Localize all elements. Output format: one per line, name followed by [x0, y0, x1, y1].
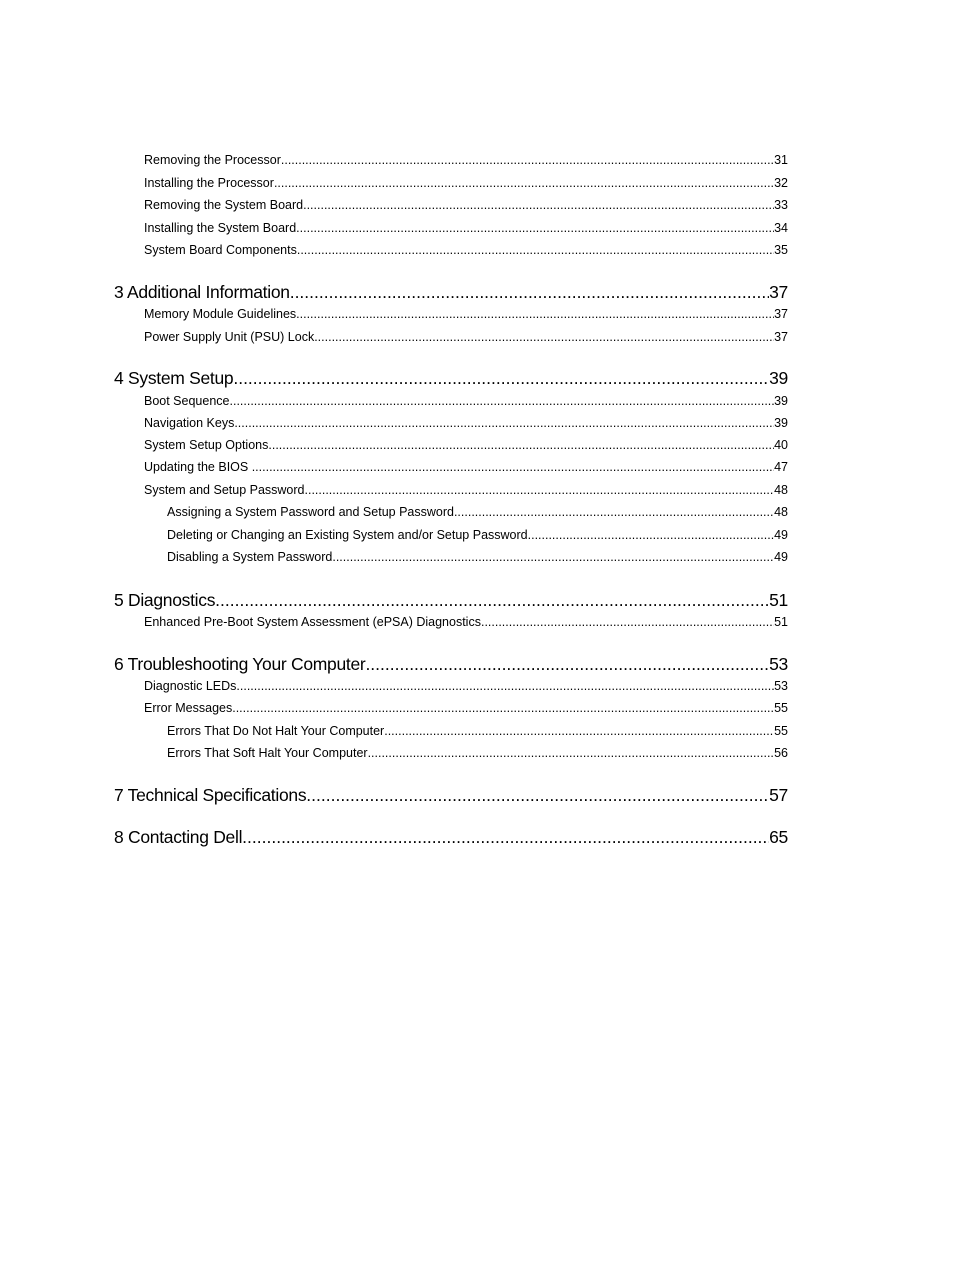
toc-dot-leader	[368, 744, 775, 762]
toc-entry-error-messages[interactable]	[144, 699, 788, 717]
toc-entry-title: System Board Components	[144, 243, 297, 257]
toc-entry-page: 39	[774, 394, 788, 408]
toc-dot-leader	[365, 652, 769, 676]
toc-entry-deleting-changing-password[interactable]	[167, 526, 788, 544]
toc-entry-system-board-components[interactable]	[144, 241, 788, 259]
toc-dot-leader	[268, 436, 774, 454]
toc-entry-page: 34	[774, 221, 788, 235]
toc-chapter-contacting-dell[interactable]	[114, 825, 788, 849]
toc-dot-leader	[528, 526, 774, 544]
toc-entry-title: Diagnostic LEDs	[144, 679, 237, 693]
toc-entry-updating-bios[interactable]	[144, 458, 788, 476]
toc-entry-title: Navigation Keys	[144, 416, 235, 430]
toc-dot-leader	[236, 677, 774, 695]
toc-chapter-title: 3 Additional Information	[114, 282, 290, 302]
toc-chapter-page: 37	[769, 282, 788, 302]
toc-entry-errors-soft-halt[interactable]	[167, 744, 788, 762]
toc-entry-assigning-password[interactable]	[167, 503, 788, 521]
toc-entry-title: Errors That Do Not Halt Your Computer	[167, 724, 385, 738]
toc-entry-title: Deleting or Changing an Existing System and/or Setup Password	[167, 528, 528, 542]
toc-dot-leader	[242, 825, 769, 849]
toc-dot-leader	[233, 366, 769, 390]
toc-chapter-page: 57	[769, 785, 788, 805]
toc-dot-leader	[303, 196, 774, 214]
toc-entry-title: Installing the Processor	[144, 176, 274, 190]
toc-dot-leader	[230, 392, 775, 410]
toc-entry-title: Error Messages	[144, 701, 233, 715]
toc-chapter-page: 51	[769, 590, 788, 610]
toc-entry-removing-system-board[interactable]	[144, 196, 788, 214]
toc-dot-leader	[384, 722, 774, 740]
toc-dot-leader	[234, 414, 774, 432]
toc-dot-leader	[215, 588, 769, 612]
toc-entry-page: 33	[774, 198, 788, 212]
toc-entry-title: Boot Sequence	[144, 394, 230, 408]
toc-chapter-title: 8 Contacting Dell	[114, 827, 243, 847]
toc-entry-errors-no-halt[interactable]	[167, 722, 788, 740]
toc-entry-page: 49	[774, 528, 788, 542]
toc-dot-leader	[332, 548, 774, 566]
toc-chapter-diagnostics[interactable]	[114, 588, 788, 612]
toc-entry-disabling-password[interactable]	[167, 548, 788, 566]
toc-entry-title: Removing the Processor	[144, 153, 281, 167]
toc-chapter-title: 7 Technical Specifications	[114, 785, 307, 805]
toc-entry-system-setup-password[interactable]	[144, 481, 788, 499]
toc-dot-leader	[232, 699, 774, 717]
toc-entry-page: 32	[774, 176, 788, 190]
toc-dot-leader	[281, 151, 774, 169]
toc-chapter-page: 65	[769, 827, 788, 847]
toc-entry-page: 47	[774, 460, 788, 474]
toc-dot-leader	[305, 481, 775, 499]
toc-dot-leader	[252, 458, 774, 476]
toc-entry-title: System Setup Options	[144, 438, 269, 452]
toc-entry-system-setup-options[interactable]	[144, 436, 788, 454]
toc-entry-page: 53	[774, 679, 788, 693]
toc-entry-page: 37	[774, 307, 788, 321]
toc-entry-title: Enhanced Pre-Boot System Assessment (ePSA) Diagnostics	[144, 615, 481, 629]
toc-chapter-title: 5 Diagnostics	[114, 590, 216, 610]
toc-entry-title: Installing the System Board	[144, 221, 297, 235]
toc-dot-leader	[454, 503, 774, 521]
toc-entry-title: Power Supply Unit (PSU) Lock	[144, 330, 315, 344]
toc-dot-leader	[290, 280, 769, 304]
toc-entry-page: 31	[774, 153, 788, 167]
toc-dot-leader	[296, 305, 774, 323]
toc-chapter-page: 39	[769, 368, 788, 388]
toc-entry-installing-system-board[interactable]	[144, 219, 788, 237]
toc-entry-title: Assigning a System Password and Setup Password	[167, 505, 454, 519]
toc-chapter-additional-information[interactable]	[114, 280, 788, 304]
toc-entry-diagnostic-leds[interactable]	[144, 677, 788, 695]
toc-entry-title: Removing the System Board	[144, 198, 304, 212]
toc-chapter-page: 53	[769, 654, 788, 674]
toc-dot-leader	[274, 174, 774, 192]
toc-entry-title: Disabling a System Password	[167, 550, 333, 564]
toc-entry-installing-processor[interactable]	[144, 174, 788, 192]
toc-dot-leader	[306, 783, 769, 807]
toc-entry-navigation-keys[interactable]	[144, 414, 788, 432]
toc-chapter-troubleshooting[interactable]	[114, 652, 788, 676]
toc-chapter-technical-specifications[interactable]	[114, 783, 788, 807]
toc-entry-title: Errors That Soft Halt Your Computer	[167, 746, 368, 760]
toc-entry-page: 55	[774, 724, 788, 738]
toc-entry-epsa-diagnostics[interactable]	[144, 613, 788, 631]
toc-dot-leader	[481, 613, 774, 631]
toc-entry-page: 39	[774, 416, 788, 430]
toc-entry-page: 48	[774, 483, 788, 497]
toc-entry-title: System and Setup Password	[144, 483, 305, 497]
toc-entry-boot-sequence[interactable]	[144, 392, 788, 410]
toc-entry-removing-processor[interactable]	[144, 151, 788, 169]
toc-entry-page: 35	[774, 243, 788, 257]
toc-entry-title: Memory Module Guidelines	[144, 307, 297, 321]
toc-chapter-title: 6 Troubleshooting Your Computer	[114, 654, 366, 674]
toc-chapter-system-setup[interactable]	[114, 366, 788, 390]
toc-dot-leader	[297, 241, 774, 259]
toc-entry-memory-module-guidelines[interactable]	[144, 305, 788, 323]
toc-chapter-title: 4 System Setup	[114, 368, 234, 388]
toc-dot-leader	[314, 328, 774, 346]
toc-entry-page: 55	[774, 701, 788, 715]
toc-entry-title: Updating the BIOS	[144, 460, 252, 474]
toc-entry-page: 48	[774, 505, 788, 519]
toc-entry-page: 37	[774, 330, 788, 344]
toc-dot-leader	[296, 219, 774, 237]
toc-entry-psu-lock[interactable]	[144, 328, 788, 346]
toc-entry-page: 49	[774, 550, 788, 564]
toc-entry-page: 56	[774, 746, 788, 760]
toc-entry-page: 51	[774, 615, 788, 629]
toc-entry-page: 40	[774, 438, 788, 452]
